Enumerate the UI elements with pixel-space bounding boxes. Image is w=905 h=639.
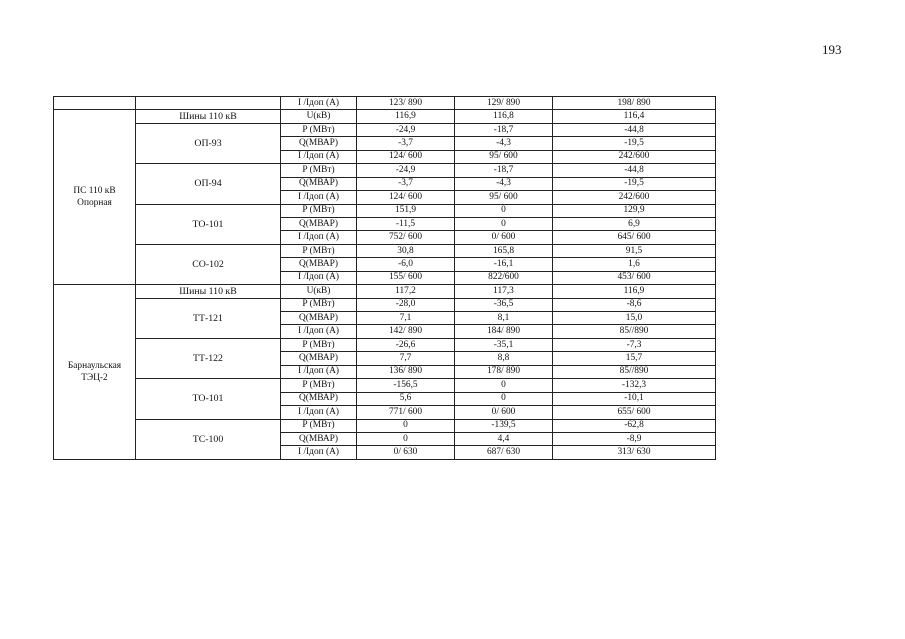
param-cell: I /Iдоп (A) bbox=[281, 446, 357, 459]
value-cell: 95/ 600 bbox=[455, 150, 553, 163]
value-cell: -44,8 bbox=[553, 123, 716, 136]
param-cell: Q(МВАР) bbox=[281, 137, 357, 150]
value-cell: -4,3 bbox=[455, 137, 553, 150]
value-cell: 4,4 bbox=[455, 432, 553, 445]
value-cell: -3,7 bbox=[357, 177, 455, 190]
value-cell: 165,8 bbox=[455, 244, 553, 257]
value-cell: 124/ 600 bbox=[357, 191, 455, 204]
value-cell: 136/ 890 bbox=[357, 365, 455, 378]
value-cell: 0/ 630 bbox=[357, 446, 455, 459]
table-row bbox=[54, 338, 716, 351]
param-cell: I /Iдоп (A) bbox=[281, 365, 357, 378]
value-cell: -156,5 bbox=[357, 379, 455, 392]
value-cell: -35,1 bbox=[455, 338, 553, 351]
value-cell: 117,3 bbox=[455, 285, 553, 298]
value-cell: 198/ 890 bbox=[553, 97, 716, 110]
element-name: ТО-101 bbox=[136, 204, 281, 244]
value-cell: 178/ 890 bbox=[455, 365, 553, 378]
value-cell: -139,5 bbox=[455, 419, 553, 432]
value-cell: 822/600 bbox=[455, 271, 553, 284]
param-cell: P (МВт) bbox=[281, 419, 357, 432]
value-cell: 0/ 600 bbox=[455, 231, 553, 244]
param-cell: Q(МВАР) bbox=[281, 258, 357, 271]
value-cell: 85//890 bbox=[553, 325, 716, 338]
param-cell: Q(МВАР) bbox=[281, 217, 357, 230]
element-name: ТТ-122 bbox=[136, 338, 281, 378]
value-cell: -132,3 bbox=[553, 379, 716, 392]
value-cell: 129,9 bbox=[553, 204, 716, 217]
param-cell: P (МВт) bbox=[281, 244, 357, 257]
value-cell: 0/ 600 bbox=[455, 406, 553, 419]
table-row bbox=[54, 123, 716, 136]
element-name: СО-102 bbox=[136, 244, 281, 284]
load-flow-table bbox=[53, 96, 716, 460]
value-cell: 0 bbox=[455, 379, 553, 392]
param-cell: U(кВ) bbox=[281, 110, 357, 123]
value-cell: 95/ 600 bbox=[455, 191, 553, 204]
value-cell: -8,6 bbox=[553, 298, 716, 311]
param-cell: I /Iдоп (A) bbox=[281, 325, 357, 338]
table-row bbox=[54, 298, 716, 311]
value-cell: 142/ 890 bbox=[357, 325, 455, 338]
element-name: ТС-100 bbox=[136, 419, 281, 459]
value-cell: -6,0 bbox=[357, 258, 455, 271]
value-cell: 0 bbox=[455, 217, 553, 230]
value-cell: 30,8 bbox=[357, 244, 455, 257]
value-cell: 116,9 bbox=[357, 110, 455, 123]
value-cell: -62,8 bbox=[553, 419, 716, 432]
table-row bbox=[54, 97, 716, 110]
value-cell: -24,9 bbox=[357, 164, 455, 177]
element-name: Шины 110 кВ bbox=[136, 285, 281, 298]
value-cell: 6,9 bbox=[553, 217, 716, 230]
substation-cell-empty bbox=[54, 97, 136, 110]
value-cell: 453/ 600 bbox=[553, 271, 716, 284]
value-cell: 116,4 bbox=[553, 110, 716, 123]
param-cell: P (МВт) bbox=[281, 164, 357, 177]
value-cell: 0 bbox=[357, 432, 455, 445]
element-name: ОП-94 bbox=[136, 164, 281, 204]
element-name: ОП-93 bbox=[136, 123, 281, 163]
table-row bbox=[54, 244, 716, 257]
param-cell: P (МВт) bbox=[281, 204, 357, 217]
value-cell: -28,0 bbox=[357, 298, 455, 311]
value-cell: -8,9 bbox=[553, 432, 716, 445]
value-cell: -4,3 bbox=[455, 177, 553, 190]
table-body bbox=[54, 97, 716, 460]
value-cell: 116,9 bbox=[553, 285, 716, 298]
value-cell: 91,5 bbox=[553, 244, 716, 257]
param-cell: Q(МВАР) bbox=[281, 392, 357, 405]
value-cell: 8,1 bbox=[455, 312, 553, 325]
table-row bbox=[54, 419, 716, 432]
param-cell: I /Iдоп (A) bbox=[281, 406, 357, 419]
value-cell: -24,9 bbox=[357, 123, 455, 136]
value-cell: 123/ 890 bbox=[357, 97, 455, 110]
element-name: ТО-101 bbox=[136, 379, 281, 419]
value-cell: 151,9 bbox=[357, 204, 455, 217]
page-number: 193 bbox=[822, 42, 842, 57]
value-cell: 184/ 890 bbox=[455, 325, 553, 338]
value-cell: 7,7 bbox=[357, 352, 455, 365]
value-cell: 0 bbox=[455, 392, 553, 405]
value-cell: -7,3 bbox=[553, 338, 716, 351]
value-cell: 242/600 bbox=[553, 150, 716, 163]
table-row bbox=[54, 285, 716, 298]
value-cell: 655/ 600 bbox=[553, 406, 716, 419]
value-cell: -36,5 bbox=[455, 298, 553, 311]
value-cell: -18,7 bbox=[455, 164, 553, 177]
value-cell: 687/ 630 bbox=[455, 446, 553, 459]
value-cell: 155/ 600 bbox=[357, 271, 455, 284]
value-cell: 0 bbox=[357, 419, 455, 432]
param-cell: I /Iдоп (A) bbox=[281, 271, 357, 284]
substation-name: Барнаульская ТЭЦ-2 bbox=[54, 285, 136, 460]
element-cell-empty bbox=[136, 97, 281, 110]
element-name: Шины 110 кВ bbox=[136, 110, 281, 123]
value-cell: 5,6 bbox=[357, 392, 455, 405]
table-row bbox=[54, 110, 716, 123]
value-cell: -19,5 bbox=[553, 177, 716, 190]
param-cell: P (МВт) bbox=[281, 379, 357, 392]
value-cell: 1,6 bbox=[553, 258, 716, 271]
param-cell: I /Iдоп (A) bbox=[281, 97, 357, 110]
param-cell: I /Iдоп (A) bbox=[281, 231, 357, 244]
value-cell: 645/ 600 bbox=[553, 231, 716, 244]
value-cell: -18,7 bbox=[455, 123, 553, 136]
param-cell: Q(МВАР) bbox=[281, 352, 357, 365]
param-cell: P (МВт) bbox=[281, 298, 357, 311]
value-cell: -16,1 bbox=[455, 258, 553, 271]
value-cell: 8,8 bbox=[455, 352, 553, 365]
value-cell: 124/ 600 bbox=[357, 150, 455, 163]
value-cell: 117,2 bbox=[357, 285, 455, 298]
param-cell: Q(МВАР) bbox=[281, 432, 357, 445]
value-cell: -44,8 bbox=[553, 164, 716, 177]
table-row bbox=[54, 164, 716, 177]
value-cell: 771/ 600 bbox=[357, 406, 455, 419]
value-cell: -11,5 bbox=[357, 217, 455, 230]
table-row bbox=[54, 379, 716, 392]
value-cell: 0 bbox=[455, 204, 553, 217]
substation-name: ПС 110 кВ Опорная bbox=[54, 110, 136, 285]
table-row bbox=[54, 204, 716, 217]
value-cell: -3,7 bbox=[357, 137, 455, 150]
value-cell: 752/ 600 bbox=[357, 231, 455, 244]
value-cell: -26,6 bbox=[357, 338, 455, 351]
value-cell: 15,7 bbox=[553, 352, 716, 365]
value-cell: 129/ 890 bbox=[455, 97, 553, 110]
param-cell: I /Iдоп (A) bbox=[281, 150, 357, 163]
param-cell: Q(МВАР) bbox=[281, 177, 357, 190]
param-cell: I /Iдоп (A) bbox=[281, 191, 357, 204]
param-cell: Q(МВАР) bbox=[281, 312, 357, 325]
value-cell: 15,0 bbox=[553, 312, 716, 325]
param-cell: U(кВ) bbox=[281, 285, 357, 298]
value-cell: 7,1 bbox=[357, 312, 455, 325]
param-cell: P (МВт) bbox=[281, 338, 357, 351]
value-cell: 116,8 bbox=[455, 110, 553, 123]
param-cell: P (МВт) bbox=[281, 123, 357, 136]
element-name: ТТ-121 bbox=[136, 298, 281, 338]
value-cell: 313/ 630 bbox=[553, 446, 716, 459]
value-cell: -19,5 bbox=[553, 137, 716, 150]
value-cell: 242/600 bbox=[553, 191, 716, 204]
value-cell: 85//890 bbox=[553, 365, 716, 378]
value-cell: -10,1 bbox=[553, 392, 716, 405]
